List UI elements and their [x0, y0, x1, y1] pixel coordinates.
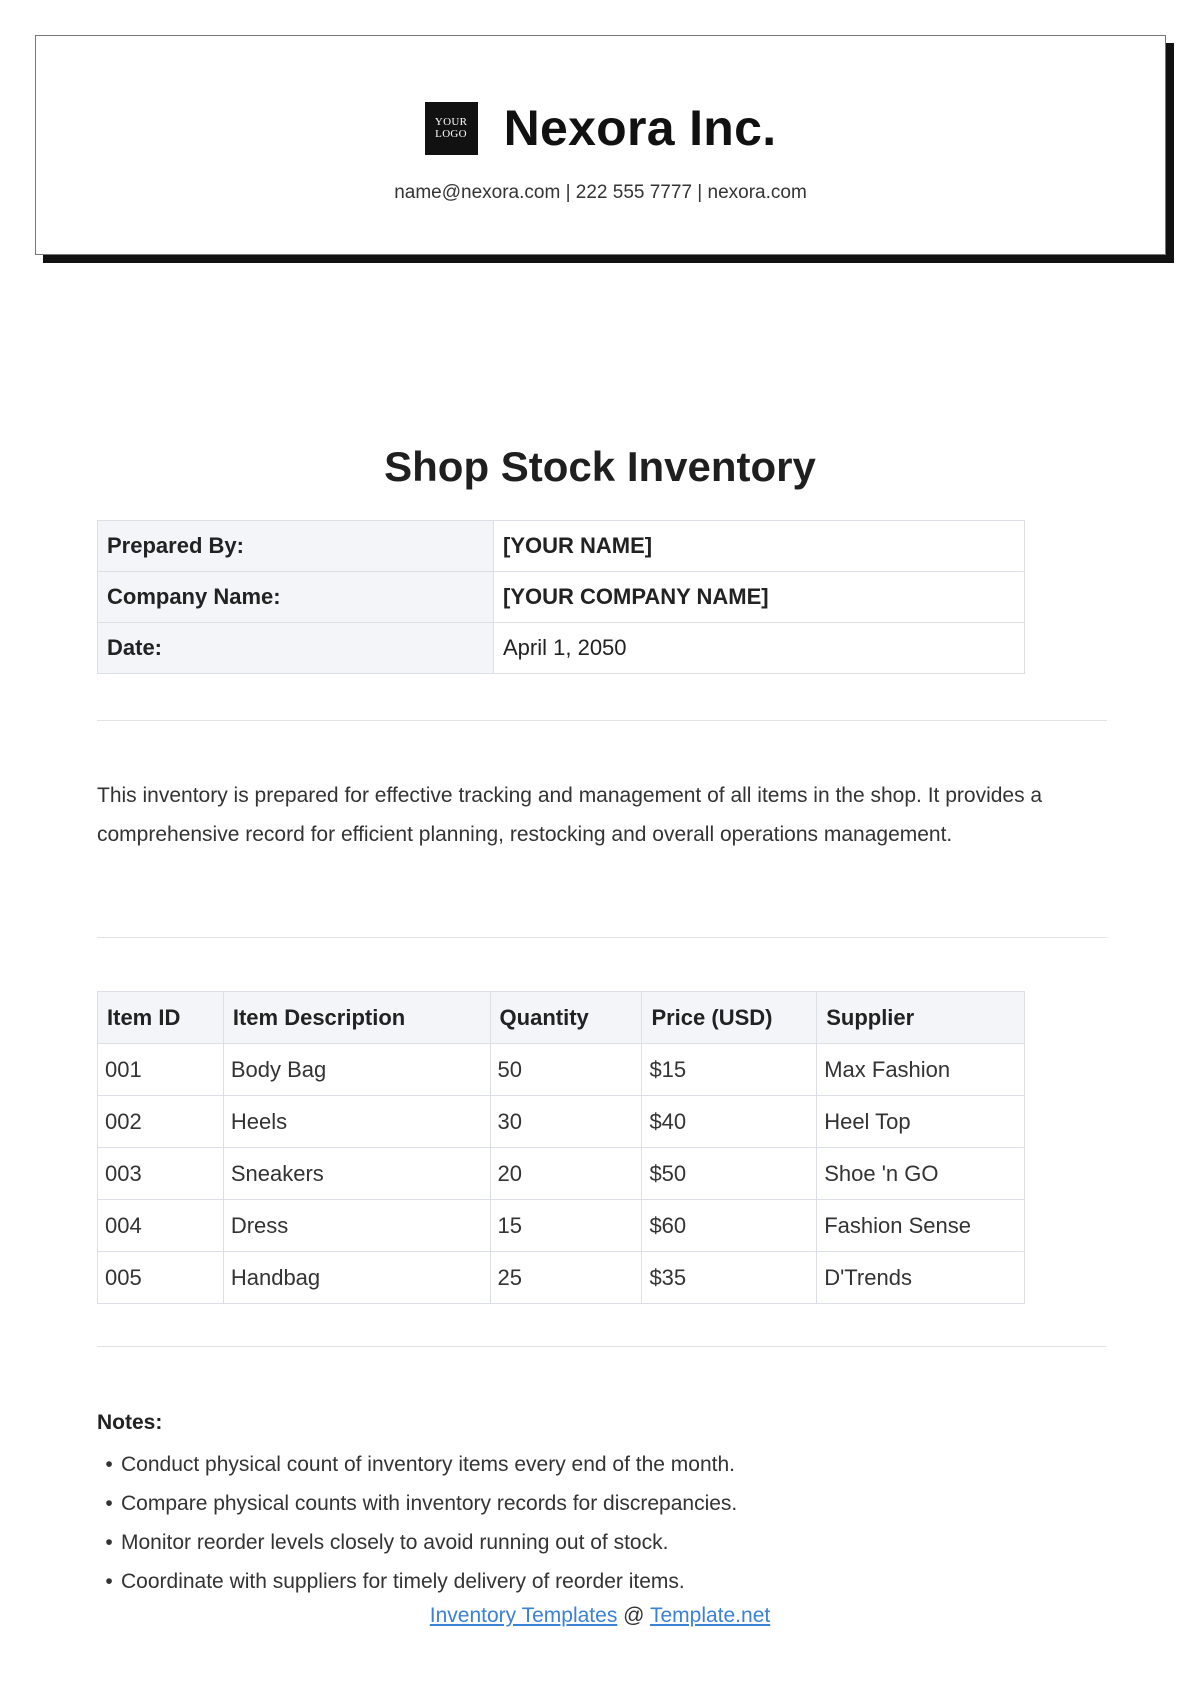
info-label: Company Name:	[98, 572, 494, 623]
cell-price: $50	[642, 1148, 817, 1200]
bullet-icon: •	[105, 1531, 113, 1554]
cell-quantity: 25	[490, 1252, 642, 1304]
cell-item-description: Heels	[223, 1096, 490, 1148]
section-divider	[97, 1346, 1107, 1347]
cell-item-description: Body Bag	[223, 1044, 490, 1096]
cell-item-id: 001	[98, 1044, 224, 1096]
document-info-table	[97, 520, 1025, 674]
table-row	[98, 1044, 1025, 1096]
info-label: Prepared By:	[98, 521, 494, 572]
info-value: [YOUR COMPANY NAME]	[494, 572, 1025, 623]
table-row	[98, 1252, 1025, 1304]
intro-paragraph: This inventory is prepared for effective tracking and management of all items in the shop. It provides a comprehensive record for efficient planning, restocking and overall operations management.	[97, 784, 1043, 846]
template-net-link[interactable]: Template.net	[649, 1604, 771, 1627]
bullet-icon: •	[105, 1492, 113, 1515]
cell-price: $35	[642, 1252, 817, 1304]
cell-quantity: 50	[490, 1044, 642, 1096]
cell-item-description: Sneakers	[223, 1148, 490, 1200]
inventory-table	[97, 991, 1025, 1304]
note-text: Compare physical counts with inventory records for discrepancies.	[121, 1492, 738, 1515]
cell-item-id: 002	[98, 1096, 224, 1148]
cell-item-id: 004	[98, 1200, 224, 1252]
cell-quantity: 20	[490, 1148, 642, 1200]
cell-item-description: Dress	[223, 1200, 490, 1252]
cell-price: $15	[642, 1044, 817, 1096]
list-item	[97, 1445, 737, 1484]
info-value: [YOUR NAME]	[494, 521, 1025, 572]
info-row-company-name	[98, 572, 1025, 623]
bullet-icon: •	[105, 1453, 113, 1476]
cell-price: $40	[642, 1096, 817, 1148]
cell-supplier: D'Trends	[817, 1252, 1025, 1304]
info-row-prepared-by	[98, 521, 1025, 572]
note-text: Coordinate with suppliers for timely delivery of reorder items.	[121, 1570, 685, 1593]
info-row-date	[98, 623, 1025, 674]
table-header-row	[98, 992, 1025, 1044]
column-header-price: Price (USD)	[642, 992, 817, 1044]
notes-list	[97, 1445, 737, 1601]
letterhead	[35, 35, 1166, 255]
column-header-quantity: Quantity	[490, 992, 642, 1044]
list-item	[97, 1562, 737, 1601]
table-row	[98, 1200, 1025, 1252]
cell-supplier: Shoe 'n GO	[817, 1148, 1025, 1200]
document-title: Shop Stock Inventory	[384, 443, 816, 490]
cell-supplier: Fashion Sense	[817, 1200, 1025, 1252]
column-header-item-description: Item Description	[223, 992, 490, 1044]
cell-price: $60	[642, 1200, 817, 1252]
brand-row	[36, 99, 1165, 157]
cell-item-description: Handbag	[223, 1252, 490, 1304]
company-logo	[425, 102, 478, 155]
logo-text-bottom: LOGO	[435, 128, 467, 140]
note-text: Conduct physical count of inventory items every end of the month.	[121, 1453, 735, 1476]
cell-quantity: 15	[490, 1200, 642, 1252]
table-row	[98, 1148, 1025, 1200]
contact-info: name@nexora.com | 222 555 7777 | nexora.com	[394, 182, 807, 203]
cell-supplier: Heel Top	[817, 1096, 1025, 1148]
bullet-icon: •	[105, 1570, 113, 1593]
column-header-item-id: Item ID	[98, 992, 224, 1044]
column-header-supplier: Supplier	[817, 992, 1025, 1044]
logo-text-top: YOUR	[434, 116, 468, 128]
cell-item-id: 005	[98, 1252, 224, 1304]
footer-separator: @	[623, 1604, 645, 1627]
list-item	[97, 1484, 737, 1523]
list-item	[97, 1523, 737, 1562]
info-value: April 1, 2050	[494, 623, 1025, 674]
cell-item-id: 003	[98, 1148, 224, 1200]
table-row	[98, 1096, 1025, 1148]
notes-heading: Notes:	[97, 1411, 163, 1434]
cell-supplier: Max Fashion	[817, 1044, 1025, 1096]
section-divider	[97, 720, 1107, 721]
cell-quantity: 30	[490, 1096, 642, 1148]
info-label: Date:	[98, 623, 494, 674]
section-divider	[97, 937, 1107, 938]
footer-attribution	[0, 1604, 1200, 1628]
inventory-templates-link[interactable]: Inventory Templates	[429, 1604, 618, 1627]
note-text: Monitor reorder levels closely to avoid running out of stock.	[121, 1531, 669, 1554]
company-name: Nexora Inc.	[503, 100, 777, 156]
